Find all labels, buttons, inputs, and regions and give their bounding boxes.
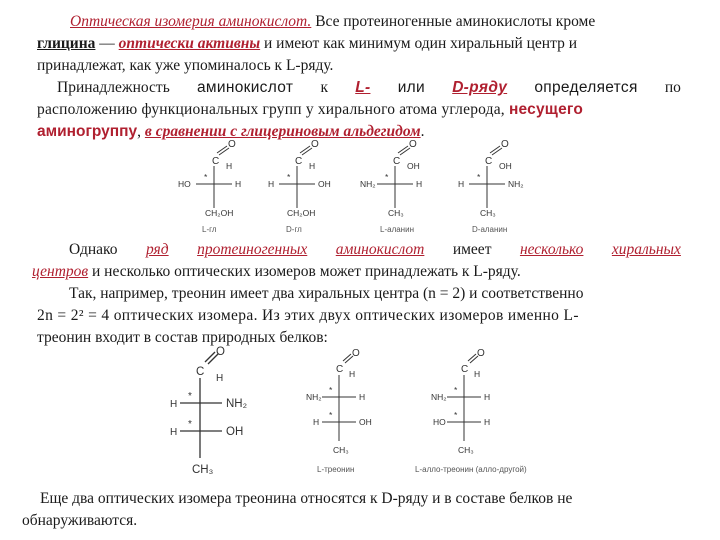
paragraph-series-membership: Принадлежность аминокислот к L- или D-ряду определяется по расположению функциональных групп у хирального атома углерода, несущего аминогруппу, в сравнении с глицериновым альдегидом. <box>37 79 681 140</box>
svg-text:C: C <box>196 366 205 378</box>
structure-d-alanine <box>458 140 524 234</box>
svg-text:OH: OH <box>499 161 512 171</box>
svg-text:H: H <box>170 399 178 410</box>
svg-text:H: H <box>458 179 465 189</box>
svg-text:NH₂: NH₂ <box>508 179 524 189</box>
d-series-term: D-ряду <box>452 79 508 96</box>
svg-text:O: O <box>409 140 417 150</box>
structure-l-threonine-large <box>170 346 247 476</box>
caption-d-glyceraldehyde: D-гл <box>286 225 302 234</box>
paragraph-d-threonine: Еще два оптических изомера треонина относятся к D-ряду и в составе белков не обнаруживаются. <box>22 490 573 529</box>
svg-text:C: C <box>336 364 344 375</box>
carrying-term: несущего <box>508 101 584 118</box>
svg-text:NH₂: NH₂ <box>226 398 248 410</box>
glycine-term: глицина <box>37 35 96 52</box>
svg-text:O: O <box>501 140 509 150</box>
svg-text:*: * <box>329 410 333 420</box>
structure-l-glyceraldehyde <box>178 140 241 234</box>
caption-l-alanine: L-аланин <box>380 225 414 234</box>
svg-text:H: H <box>170 427 178 438</box>
svg-text:CH₂OH: CH₂OH <box>287 208 316 218</box>
amino-group-term: аминогруппу <box>37 123 138 140</box>
svg-text:NH₂: NH₂ <box>306 392 322 402</box>
caption-d-alanine: D-аланин <box>472 225 508 234</box>
svg-text:H: H <box>216 373 224 384</box>
svg-text:C: C <box>393 156 401 167</box>
paragraph-threonine: Так, например, треонин имеет два хиральных центра (n = 2) и соответственно 2n = 2² = 4 оптических изомера. Из этих двух оптических изомеров именно L- треонин входит в состав природных белков: <box>37 285 584 346</box>
svg-text:NH₂: NH₂ <box>431 392 447 402</box>
svg-text:*: * <box>204 172 208 182</box>
svg-text:CH₃: CH₃ <box>388 208 404 218</box>
caption-l-threonine: L-треонин <box>317 465 355 474</box>
svg-text:C: C <box>212 156 220 167</box>
svg-text:H: H <box>313 417 320 427</box>
svg-text:HO: HO <box>178 179 191 189</box>
svg-text:OH: OH <box>226 426 244 438</box>
paragraph-optical-isomerism: Оптическая изомерия аминокислот. Все протеиногенные аминокислоты кроме глицина — оптически активны и имеют как минимум один хиральный центр и принадлежат, как уже упоминалось к L-ряду. <box>37 13 596 74</box>
svg-text:H: H <box>484 392 491 402</box>
structure-l-threonine <box>306 348 372 474</box>
section-title: Оптическая изомерия аминокислот. <box>70 13 312 30</box>
svg-text:*: * <box>477 172 481 182</box>
structure-d-glyceraldehyde <box>268 140 331 234</box>
svg-text:CH₃: CH₃ <box>480 208 496 218</box>
svg-text:H: H <box>268 179 275 189</box>
svg-text:O: O <box>228 140 236 150</box>
glyceraldehyde-comparison: в сравнении с глицериновым альдегидом <box>144 123 421 140</box>
svg-text:*: * <box>385 172 389 182</box>
svg-text:*: * <box>329 385 333 395</box>
l-series-term: L- <box>355 79 371 96</box>
svg-text:H: H <box>416 179 423 189</box>
svg-text:CH₃: CH₃ <box>333 445 349 455</box>
svg-text:H: H <box>474 369 481 379</box>
svg-text:*: * <box>188 419 192 430</box>
svg-text:H: H <box>235 179 242 189</box>
svg-text:NH₂: NH₂ <box>360 179 376 189</box>
svg-text:CH₃: CH₃ <box>192 464 214 476</box>
structure-l-alanine <box>360 140 422 234</box>
svg-text:*: * <box>188 391 192 402</box>
svg-text:O: O <box>352 348 360 359</box>
svg-text:C: C <box>461 364 469 375</box>
svg-text:*: * <box>287 172 291 182</box>
figure-glyceraldehyde-alanine <box>0 140 720 240</box>
svg-text:C: C <box>485 156 493 167</box>
svg-text:*: * <box>454 385 458 395</box>
figure-threonine-isomers <box>0 345 720 485</box>
svg-text:OH: OH <box>407 161 420 171</box>
optically-active-term: оптически активны <box>118 35 261 52</box>
svg-text:O: O <box>216 346 225 358</box>
svg-text:H: H <box>226 161 233 171</box>
svg-text:C: C <box>295 156 303 167</box>
paragraph-multiple-centers: Однако ряд протеиногенных аминокислот имеет несколько хиральных центров и несколько оптических изомеров может принадлежать к L-ряду. <box>32 241 681 280</box>
svg-text:CH₃: CH₃ <box>458 445 474 455</box>
caption-l-glyceraldehyde: L-гл <box>202 225 217 234</box>
centers-term: центров <box>32 263 89 280</box>
structure-l-allo-threonine <box>415 348 527 474</box>
caption-l-allo-threonine: L-алло-треонин (алло-другой) <box>415 465 527 474</box>
svg-text:*: * <box>454 410 458 420</box>
svg-text:HO: HO <box>433 417 446 427</box>
svg-text:O: O <box>477 348 485 359</box>
svg-text:H: H <box>349 369 356 379</box>
svg-text:H: H <box>484 417 491 427</box>
svg-text:OH: OH <box>318 179 331 189</box>
svg-text:CH₂OH: CH₂OH <box>205 208 234 218</box>
svg-text:O: O <box>311 140 319 150</box>
svg-text:H: H <box>359 392 366 402</box>
svg-text:OH: OH <box>359 417 372 427</box>
svg-text:H: H <box>309 161 316 171</box>
